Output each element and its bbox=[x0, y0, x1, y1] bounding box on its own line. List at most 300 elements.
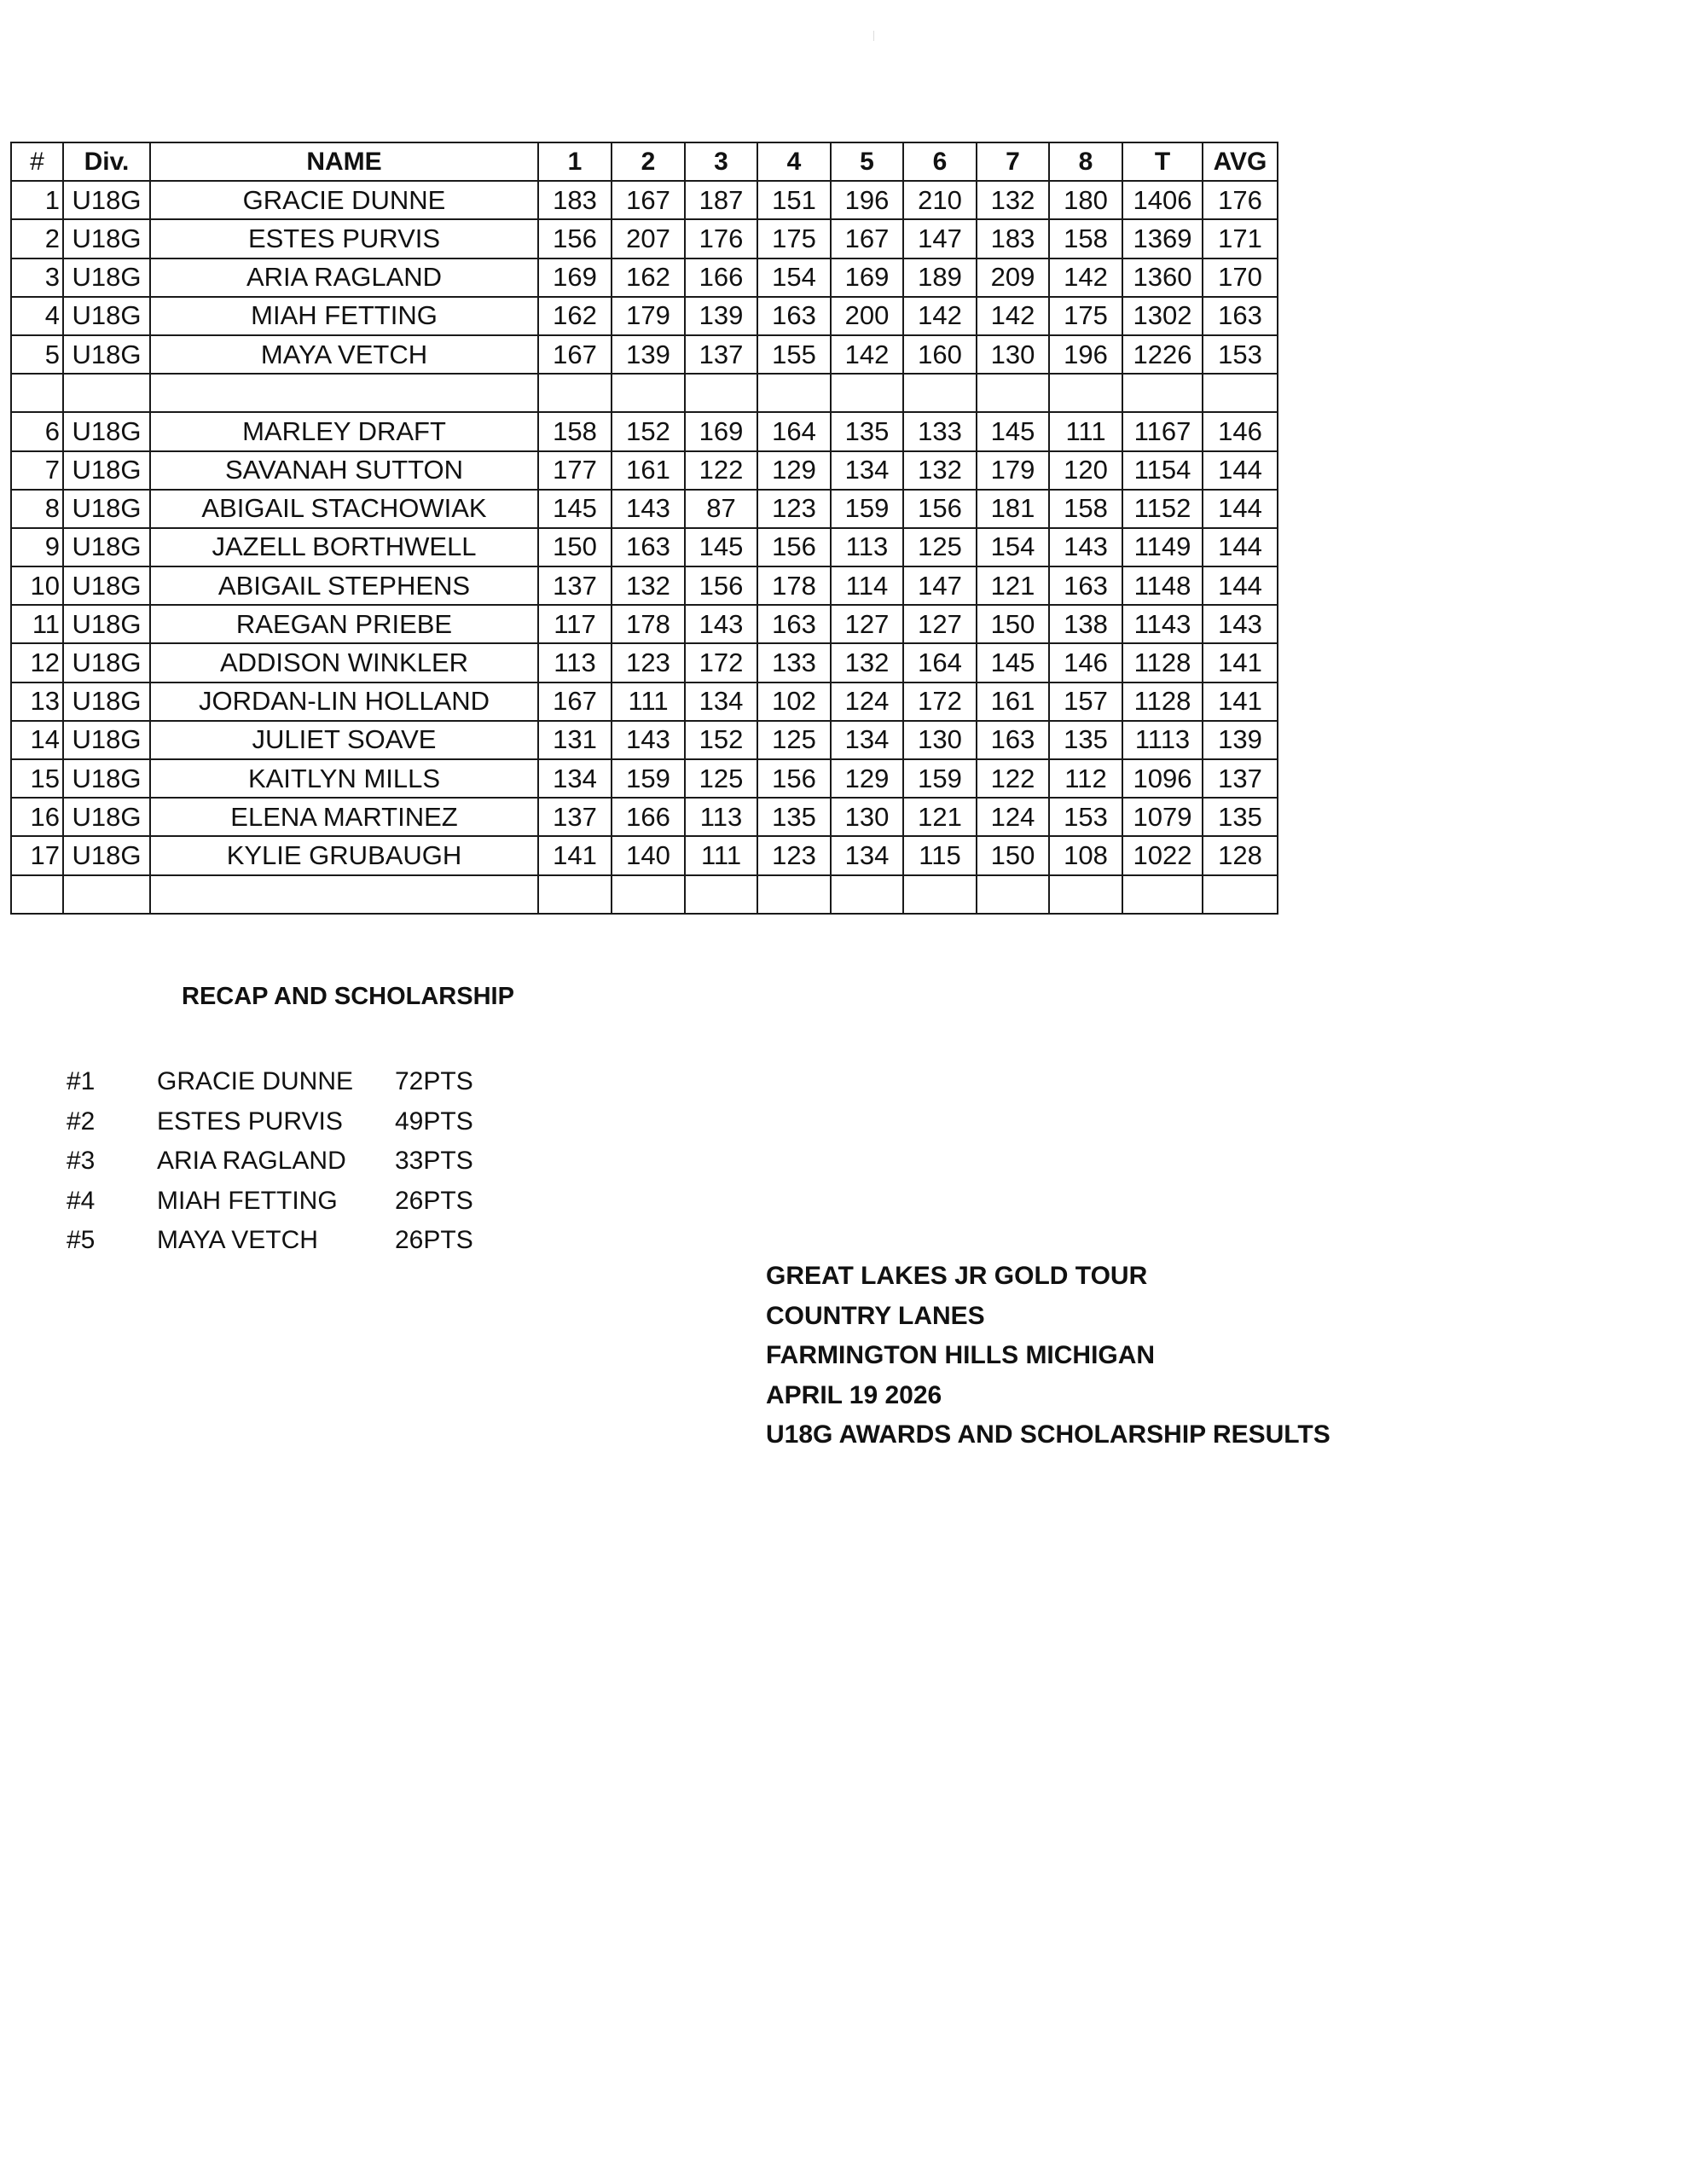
cell-total bbox=[1122, 875, 1203, 914]
header-avg: AVG bbox=[1203, 142, 1278, 181]
table-row bbox=[11, 566, 1278, 605]
cell-total: 1143 bbox=[1122, 605, 1203, 643]
cell-g2: 152 bbox=[612, 412, 685, 450]
cell-avg bbox=[1203, 875, 1278, 914]
cell-name: ADDISON WINKLER bbox=[150, 643, 538, 682]
cell-g6: 210 bbox=[903, 181, 977, 219]
cell-div: U18G bbox=[63, 451, 150, 490]
cell-g8: 196 bbox=[1049, 335, 1122, 374]
cell-rank bbox=[11, 374, 63, 412]
cell-g3: 172 bbox=[685, 643, 757, 682]
table-row bbox=[11, 875, 1278, 914]
cell-avg: 171 bbox=[1203, 219, 1278, 258]
recap-name: MAYA VETCH bbox=[157, 1226, 318, 1254]
cell-avg: 176 bbox=[1203, 181, 1278, 219]
cell-g1: 134 bbox=[538, 759, 612, 798]
cell-g7: 161 bbox=[977, 682, 1049, 721]
cell-g2: 178 bbox=[612, 605, 685, 643]
cell-avg: 170 bbox=[1203, 258, 1278, 297]
header-g1: 1 bbox=[538, 142, 612, 181]
table-row bbox=[11, 258, 1278, 297]
cell-g3: 113 bbox=[685, 798, 757, 836]
table-row bbox=[11, 721, 1278, 759]
cell-g5: 132 bbox=[831, 643, 903, 682]
cell-g2 bbox=[612, 875, 685, 914]
cell-rank: 11 bbox=[11, 605, 63, 643]
cell-g5: 124 bbox=[831, 682, 903, 721]
cell-rank: 15 bbox=[11, 759, 63, 798]
cell-total: 1154 bbox=[1122, 451, 1203, 490]
cell-rank: 9 bbox=[11, 528, 63, 566]
cell-avg: 144 bbox=[1203, 566, 1278, 605]
recap-rank: #2 bbox=[67, 1107, 96, 1136]
event-venue: COUNTRY LANES bbox=[766, 1301, 985, 1330]
cell-total: 1128 bbox=[1122, 643, 1203, 682]
recap-entry bbox=[67, 1102, 510, 1142]
cell-g6: 130 bbox=[903, 721, 977, 759]
table-row bbox=[11, 181, 1278, 219]
cell-g3: 187 bbox=[685, 181, 757, 219]
cell-g2: 159 bbox=[612, 759, 685, 798]
recap-name: GRACIE DUNNE bbox=[157, 1067, 354, 1095]
cell-g8: 146 bbox=[1049, 643, 1122, 682]
cell-g3: 125 bbox=[685, 759, 757, 798]
cell-g6: 147 bbox=[903, 566, 977, 605]
cell-g1: 141 bbox=[538, 836, 612, 874]
cell-div: U18G bbox=[63, 759, 150, 798]
cell-div: U18G bbox=[63, 566, 150, 605]
cell-g1: 169 bbox=[538, 258, 612, 297]
table-row bbox=[11, 451, 1278, 490]
event-date: APRIL 19 2026 bbox=[766, 1380, 942, 1409]
cell-total: 1226 bbox=[1122, 335, 1203, 374]
cell-name: MIAH FETTING bbox=[150, 297, 538, 335]
cell-div: U18G bbox=[63, 490, 150, 528]
cell-rank: 14 bbox=[11, 721, 63, 759]
cell-g8: 120 bbox=[1049, 451, 1122, 490]
cell-avg: 163 bbox=[1203, 297, 1278, 335]
cell-avg: 146 bbox=[1203, 412, 1278, 450]
cell-g7: 163 bbox=[977, 721, 1049, 759]
cell-rank: 10 bbox=[11, 566, 63, 605]
cell-name: MAYA VETCH bbox=[150, 335, 538, 374]
cell-rank bbox=[11, 875, 63, 914]
cell-g1: 156 bbox=[538, 219, 612, 258]
cell-g2: 179 bbox=[612, 297, 685, 335]
cell-g6: 132 bbox=[903, 451, 977, 490]
recap-entry bbox=[67, 1062, 510, 1102]
cell-g4: 164 bbox=[757, 412, 831, 450]
cell-div: U18G bbox=[63, 335, 150, 374]
table-row bbox=[11, 682, 1278, 721]
cell-div: U18G bbox=[63, 643, 150, 682]
cell-g7: 132 bbox=[977, 181, 1049, 219]
cell-rank: 4 bbox=[11, 297, 63, 335]
header-g4: 4 bbox=[757, 142, 831, 181]
cell-g8: 180 bbox=[1049, 181, 1122, 219]
cell-g8: 112 bbox=[1049, 759, 1122, 798]
event-location: FARMINGTON HILLS MICHIGAN bbox=[766, 1341, 1156, 1369]
header-name: NAME bbox=[150, 142, 538, 181]
cell-g2: 123 bbox=[612, 643, 685, 682]
cell-g6: 115 bbox=[903, 836, 977, 874]
cell-total: 1022 bbox=[1122, 836, 1203, 874]
cell-g7 bbox=[977, 875, 1049, 914]
table-row bbox=[11, 528, 1278, 566]
cell-g7: 145 bbox=[977, 412, 1049, 450]
cell-name bbox=[150, 875, 538, 914]
cell-g8: 157 bbox=[1049, 682, 1122, 721]
cell-avg: 135 bbox=[1203, 798, 1278, 836]
cell-g8: 163 bbox=[1049, 566, 1122, 605]
cell-g8: 153 bbox=[1049, 798, 1122, 836]
cell-div bbox=[63, 374, 150, 412]
recap-rank: #3 bbox=[67, 1147, 96, 1175]
cell-g8: 175 bbox=[1049, 297, 1122, 335]
cell-g7: 121 bbox=[977, 566, 1049, 605]
cell-g8: 158 bbox=[1049, 490, 1122, 528]
recap-points: 49PTS bbox=[395, 1107, 473, 1136]
cell-name: KAITLYN MILLS bbox=[150, 759, 538, 798]
cell-g1 bbox=[538, 374, 612, 412]
cell-g6: 159 bbox=[903, 759, 977, 798]
cell-div: U18G bbox=[63, 219, 150, 258]
cell-g7: 150 bbox=[977, 836, 1049, 874]
cell-div: U18G bbox=[63, 605, 150, 643]
cell-rank: 3 bbox=[11, 258, 63, 297]
recap-list bbox=[67, 1062, 510, 1261]
cell-g5: 113 bbox=[831, 528, 903, 566]
cell-rank: 8 bbox=[11, 490, 63, 528]
cell-g4: 129 bbox=[757, 451, 831, 490]
cell-total: 1149 bbox=[1122, 528, 1203, 566]
cell-rank: 16 bbox=[11, 798, 63, 836]
cell-g5 bbox=[831, 374, 903, 412]
cell-g7: 181 bbox=[977, 490, 1049, 528]
cell-g5: 135 bbox=[831, 412, 903, 450]
cell-g4: 151 bbox=[757, 181, 831, 219]
cell-g3: 137 bbox=[685, 335, 757, 374]
cell-g4: 123 bbox=[757, 490, 831, 528]
cell-g2 bbox=[612, 374, 685, 412]
table-row bbox=[11, 643, 1278, 682]
table-row bbox=[11, 798, 1278, 836]
cell-g2: 163 bbox=[612, 528, 685, 566]
cell-name: ABIGAIL STACHOWIAK bbox=[150, 490, 538, 528]
table-row bbox=[11, 374, 1278, 412]
header-total: T bbox=[1122, 142, 1203, 181]
recap-name: MIAH FETTING bbox=[157, 1186, 338, 1215]
cell-g7: 142 bbox=[977, 297, 1049, 335]
cell-g4: 102 bbox=[757, 682, 831, 721]
cell-name: ESTES PURVIS bbox=[150, 219, 538, 258]
cell-g5 bbox=[831, 875, 903, 914]
cell-g2: 139 bbox=[612, 335, 685, 374]
cell-g6: 125 bbox=[903, 528, 977, 566]
cell-total: 1302 bbox=[1122, 297, 1203, 335]
cell-g4: 123 bbox=[757, 836, 831, 874]
cell-g5: 127 bbox=[831, 605, 903, 643]
standings-table bbox=[10, 142, 1278, 915]
cell-g4: 133 bbox=[757, 643, 831, 682]
recap-entry bbox=[67, 1221, 510, 1261]
cell-g5: 196 bbox=[831, 181, 903, 219]
cell-g4: 163 bbox=[757, 605, 831, 643]
cell-g1: 137 bbox=[538, 566, 612, 605]
cell-div: U18G bbox=[63, 181, 150, 219]
cell-name: JORDAN-LIN HOLLAND bbox=[150, 682, 538, 721]
cell-name: ABIGAIL STEPHENS bbox=[150, 566, 538, 605]
cell-g6: 147 bbox=[903, 219, 977, 258]
cell-g7: 179 bbox=[977, 451, 1049, 490]
cell-g5: 169 bbox=[831, 258, 903, 297]
cell-div bbox=[63, 875, 150, 914]
header-g6: 6 bbox=[903, 142, 977, 181]
cell-g5: 159 bbox=[831, 490, 903, 528]
header-g5: 5 bbox=[831, 142, 903, 181]
cell-g2: 167 bbox=[612, 181, 685, 219]
cell-total: 1406 bbox=[1122, 181, 1203, 219]
recap-rank: #1 bbox=[67, 1067, 96, 1095]
cell-avg: 143 bbox=[1203, 605, 1278, 643]
cell-total: 1167 bbox=[1122, 412, 1203, 450]
cell-total: 1369 bbox=[1122, 219, 1203, 258]
cell-g4: 156 bbox=[757, 759, 831, 798]
cell-g5: 134 bbox=[831, 451, 903, 490]
cell-name: RAEGAN PRIEBE bbox=[150, 605, 538, 643]
cell-g2: 207 bbox=[612, 219, 685, 258]
cell-g3: 166 bbox=[685, 258, 757, 297]
cell-rank: 13 bbox=[11, 682, 63, 721]
cell-div: U18G bbox=[63, 682, 150, 721]
cell-g5: 114 bbox=[831, 566, 903, 605]
cell-rank: 2 bbox=[11, 219, 63, 258]
table-header-row bbox=[11, 142, 1278, 181]
cell-g4: 178 bbox=[757, 566, 831, 605]
cell-g6: 127 bbox=[903, 605, 977, 643]
cell-g7: 209 bbox=[977, 258, 1049, 297]
header-g2: 2 bbox=[612, 142, 685, 181]
cell-g1: 167 bbox=[538, 682, 612, 721]
cell-g4: 175 bbox=[757, 219, 831, 258]
cell-g8 bbox=[1049, 374, 1122, 412]
cell-g8 bbox=[1049, 875, 1122, 914]
cell-avg: 144 bbox=[1203, 490, 1278, 528]
cell-g5: 142 bbox=[831, 335, 903, 374]
cell-g4: 135 bbox=[757, 798, 831, 836]
cell-g7: 150 bbox=[977, 605, 1049, 643]
cell-name: KYLIE GRUBAUGH bbox=[150, 836, 538, 874]
cell-name: ARIA RAGLAND bbox=[150, 258, 538, 297]
cell-name: MARLEY DRAFT bbox=[150, 412, 538, 450]
cell-g1: 117 bbox=[538, 605, 612, 643]
cell-total: 1079 bbox=[1122, 798, 1203, 836]
cell-g2: 143 bbox=[612, 490, 685, 528]
cell-rank: 17 bbox=[11, 836, 63, 874]
header-g3: 3 bbox=[685, 142, 757, 181]
recap-entry bbox=[67, 1182, 510, 1222]
event-tour: GREAT LAKES JR GOLD TOUR bbox=[766, 1262, 1148, 1290]
table-row bbox=[11, 605, 1278, 643]
table-row bbox=[11, 219, 1278, 258]
cell-g3: 176 bbox=[685, 219, 757, 258]
cell-g1: 113 bbox=[538, 643, 612, 682]
cell-total: 1113 bbox=[1122, 721, 1203, 759]
header-div: Div. bbox=[63, 142, 150, 181]
cell-g3: 143 bbox=[685, 605, 757, 643]
cell-g5: 167 bbox=[831, 219, 903, 258]
cell-avg: 141 bbox=[1203, 682, 1278, 721]
cell-g3: 87 bbox=[685, 490, 757, 528]
cell-g1: 177 bbox=[538, 451, 612, 490]
cell-g7: 154 bbox=[977, 528, 1049, 566]
cell-avg: 139 bbox=[1203, 721, 1278, 759]
cell-name bbox=[150, 374, 538, 412]
recap-points: 72PTS bbox=[395, 1067, 473, 1095]
cell-g8: 111 bbox=[1049, 412, 1122, 450]
event-info bbox=[766, 1257, 1330, 1455]
cell-div: U18G bbox=[63, 528, 150, 566]
cell-g5: 134 bbox=[831, 836, 903, 874]
cell-g8: 108 bbox=[1049, 836, 1122, 874]
cell-rank: 1 bbox=[11, 181, 63, 219]
cell-g1: 131 bbox=[538, 721, 612, 759]
cell-g7: 145 bbox=[977, 643, 1049, 682]
table-row bbox=[11, 335, 1278, 374]
cell-g3: 156 bbox=[685, 566, 757, 605]
recap-title: RECAP AND SCHOLARSHIP bbox=[182, 983, 514, 1010]
table-row bbox=[11, 759, 1278, 798]
cell-g8: 158 bbox=[1049, 219, 1122, 258]
cell-g3: 152 bbox=[685, 721, 757, 759]
recap-points: 33PTS bbox=[395, 1147, 473, 1175]
table-row bbox=[11, 412, 1278, 450]
cell-g7: 122 bbox=[977, 759, 1049, 798]
cell-g1 bbox=[538, 875, 612, 914]
cell-g8: 138 bbox=[1049, 605, 1122, 643]
recap-rank: #5 bbox=[67, 1226, 96, 1254]
cell-g3 bbox=[685, 875, 757, 914]
cell-g8: 143 bbox=[1049, 528, 1122, 566]
cell-g4: 154 bbox=[757, 258, 831, 297]
cell-g5: 130 bbox=[831, 798, 903, 836]
cell-name: SAVANAH SUTTON bbox=[150, 451, 538, 490]
recap-rank: #4 bbox=[67, 1186, 96, 1215]
cell-g1: 150 bbox=[538, 528, 612, 566]
cell-div: U18G bbox=[63, 836, 150, 874]
cell-g4: 125 bbox=[757, 721, 831, 759]
cell-g2: 161 bbox=[612, 451, 685, 490]
cell-rank: 5 bbox=[11, 335, 63, 374]
cell-g4 bbox=[757, 374, 831, 412]
cell-g7: 130 bbox=[977, 335, 1049, 374]
cell-g6: 189 bbox=[903, 258, 977, 297]
cell-g6: 133 bbox=[903, 412, 977, 450]
recap-name: ESTES PURVIS bbox=[157, 1107, 343, 1136]
cell-avg: 128 bbox=[1203, 836, 1278, 874]
cell-g6: 121 bbox=[903, 798, 977, 836]
cell-g4 bbox=[757, 875, 831, 914]
cell-avg: 141 bbox=[1203, 643, 1278, 682]
cell-g6: 156 bbox=[903, 490, 977, 528]
cell-g1: 158 bbox=[538, 412, 612, 450]
cell-g1: 137 bbox=[538, 798, 612, 836]
cell-div: U18G bbox=[63, 297, 150, 335]
cell-g3: 122 bbox=[685, 451, 757, 490]
cell-g6: 160 bbox=[903, 335, 977, 374]
cell-avg: 137 bbox=[1203, 759, 1278, 798]
cell-g2: 162 bbox=[612, 258, 685, 297]
cell-avg: 153 bbox=[1203, 335, 1278, 374]
cell-g6: 164 bbox=[903, 643, 977, 682]
cell-g2: 166 bbox=[612, 798, 685, 836]
cell-g1: 183 bbox=[538, 181, 612, 219]
cell-total: 1148 bbox=[1122, 566, 1203, 605]
cell-g5: 200 bbox=[831, 297, 903, 335]
event-subtitle: U18G AWARDS AND SCHOLARSHIP RESULTS bbox=[766, 1420, 1330, 1449]
cell-g2: 111 bbox=[612, 682, 685, 721]
table-row bbox=[11, 836, 1278, 874]
cell-total: 1152 bbox=[1122, 490, 1203, 528]
cell-div: U18G bbox=[63, 412, 150, 450]
recap-name: ARIA RAGLAND bbox=[157, 1147, 346, 1175]
recap-entry bbox=[67, 1141, 510, 1182]
cell-g6: 142 bbox=[903, 297, 977, 335]
cell-g5: 134 bbox=[831, 721, 903, 759]
cell-g4: 155 bbox=[757, 335, 831, 374]
cell-avg bbox=[1203, 374, 1278, 412]
cell-g3: 134 bbox=[685, 682, 757, 721]
cell-g3: 111 bbox=[685, 836, 757, 874]
cell-g3: 169 bbox=[685, 412, 757, 450]
recap-points: 26PTS bbox=[395, 1226, 473, 1254]
cell-g8: 142 bbox=[1049, 258, 1122, 297]
cell-g6 bbox=[903, 374, 977, 412]
recap-points: 26PTS bbox=[395, 1186, 473, 1215]
cell-total: 1096 bbox=[1122, 759, 1203, 798]
header-g7: 7 bbox=[977, 142, 1049, 181]
cell-total: 1128 bbox=[1122, 682, 1203, 721]
cell-g8: 135 bbox=[1049, 721, 1122, 759]
header-g8: 8 bbox=[1049, 142, 1122, 181]
cell-rank: 6 bbox=[11, 412, 63, 450]
table-row bbox=[11, 297, 1278, 335]
header-rank: # bbox=[11, 142, 63, 181]
cell-div: U18G bbox=[63, 798, 150, 836]
cell-g1: 145 bbox=[538, 490, 612, 528]
cell-g3: 139 bbox=[685, 297, 757, 335]
cell-g6: 172 bbox=[903, 682, 977, 721]
cell-rank: 7 bbox=[11, 451, 63, 490]
cell-g3 bbox=[685, 374, 757, 412]
cell-total bbox=[1122, 374, 1203, 412]
table-row bbox=[11, 490, 1278, 528]
cell-name: JAZELL BORTHWELL bbox=[150, 528, 538, 566]
cell-g2: 140 bbox=[612, 836, 685, 874]
cell-avg: 144 bbox=[1203, 528, 1278, 566]
cell-div: U18G bbox=[63, 721, 150, 759]
cell-g7: 124 bbox=[977, 798, 1049, 836]
cell-name: ELENA MARTINEZ bbox=[150, 798, 538, 836]
cell-avg: 144 bbox=[1203, 451, 1278, 490]
cell-g1: 162 bbox=[538, 297, 612, 335]
cell-name: JULIET SOAVE bbox=[150, 721, 538, 759]
cell-g2: 143 bbox=[612, 721, 685, 759]
cell-g4: 163 bbox=[757, 297, 831, 335]
cell-div: U18G bbox=[63, 258, 150, 297]
scan-speck bbox=[873, 31, 874, 41]
cell-g7 bbox=[977, 374, 1049, 412]
